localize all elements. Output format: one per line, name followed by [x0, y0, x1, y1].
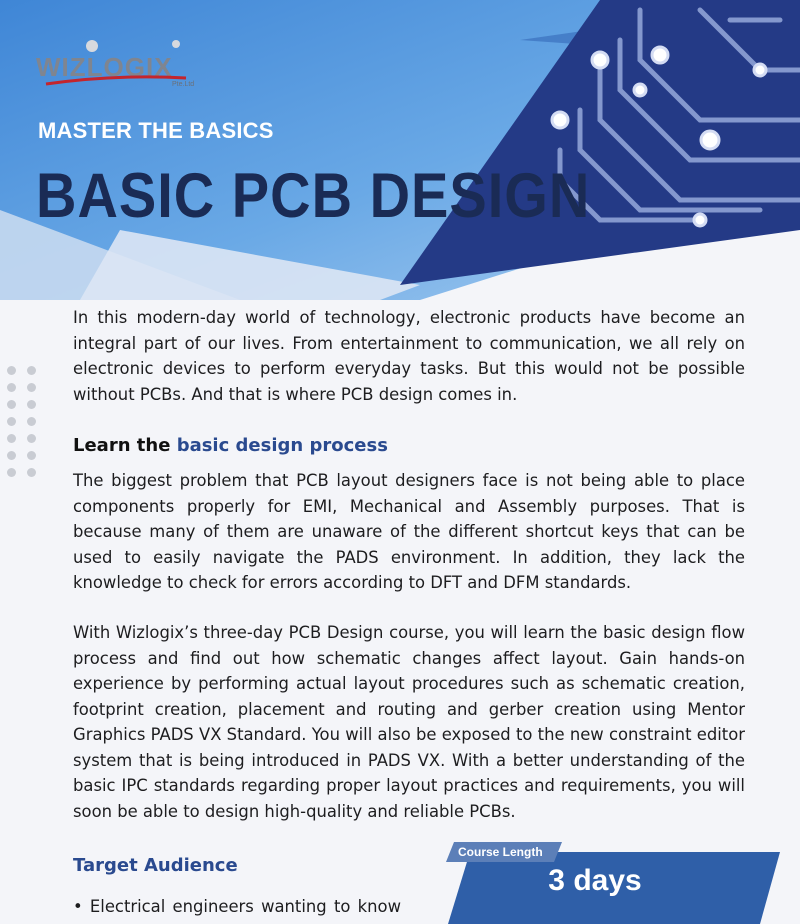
target-audience-heading: Target Audience [73, 855, 238, 876]
learn-heading-prefix: Learn the [73, 435, 177, 456]
course-length-value: 3 days [548, 864, 642, 897]
svg-text:Pte.Ltd: Pte.Ltd [172, 81, 195, 88]
hero-banner [0, 0, 800, 300]
learn-paragraph-2: With Wizlogix’s three-day PCB Design course, you will learn the basic design flow process and find out how schematic changes affect layout. Gain hands-on experience by performing actual layout procedures such as schematic creation, footprint creation, placement and routing and gerber creation using Mentor Graphics PADS VX Standard. You will also be exposed to the new constraint editor system that is being introduced in PADS VX. With a better understanding of the basic IPC standards regarding proper layout practices and requirements, you will soon be able to design high-quality and reliable PCBs. [73, 623, 745, 821]
learn-paragraph-1: The biggest problem that PCB layout designers face is not being able to place components properly for EMI, Mechanical and Assembly purposes. That is because many of them are unaware of the different shortcut keys that can be used to easily navigate the PADS environment. In addition, they lack the knowledge to check for errors according to DFT and DFM standards. [73, 471, 745, 592]
hero-kicker: MASTER THE BASICS [38, 118, 274, 143]
decorative-dots [7, 366, 37, 477]
intro-paragraph: In this modern-day world of technology, electronic products have become an integral part of our lives. From entertainment to communication, we all rely on electronic devices to perform everyday tasks. But this would not be possible without PCBs. And that is where PCB design comes in. [73, 308, 745, 404]
wizlogix-logo [36, 38, 206, 98]
page-title: BASIC PCB DESIGN [36, 159, 591, 231]
learn-heading-accent: basic design process [176, 435, 388, 456]
audience-item: • Electrical engineers wanting to know [73, 897, 401, 916]
svg-text:WIZLOGIX: WIZLOGIX [36, 52, 173, 82]
course-length-label: Course Length [458, 845, 543, 859]
learn-heading [73, 435, 388, 456]
